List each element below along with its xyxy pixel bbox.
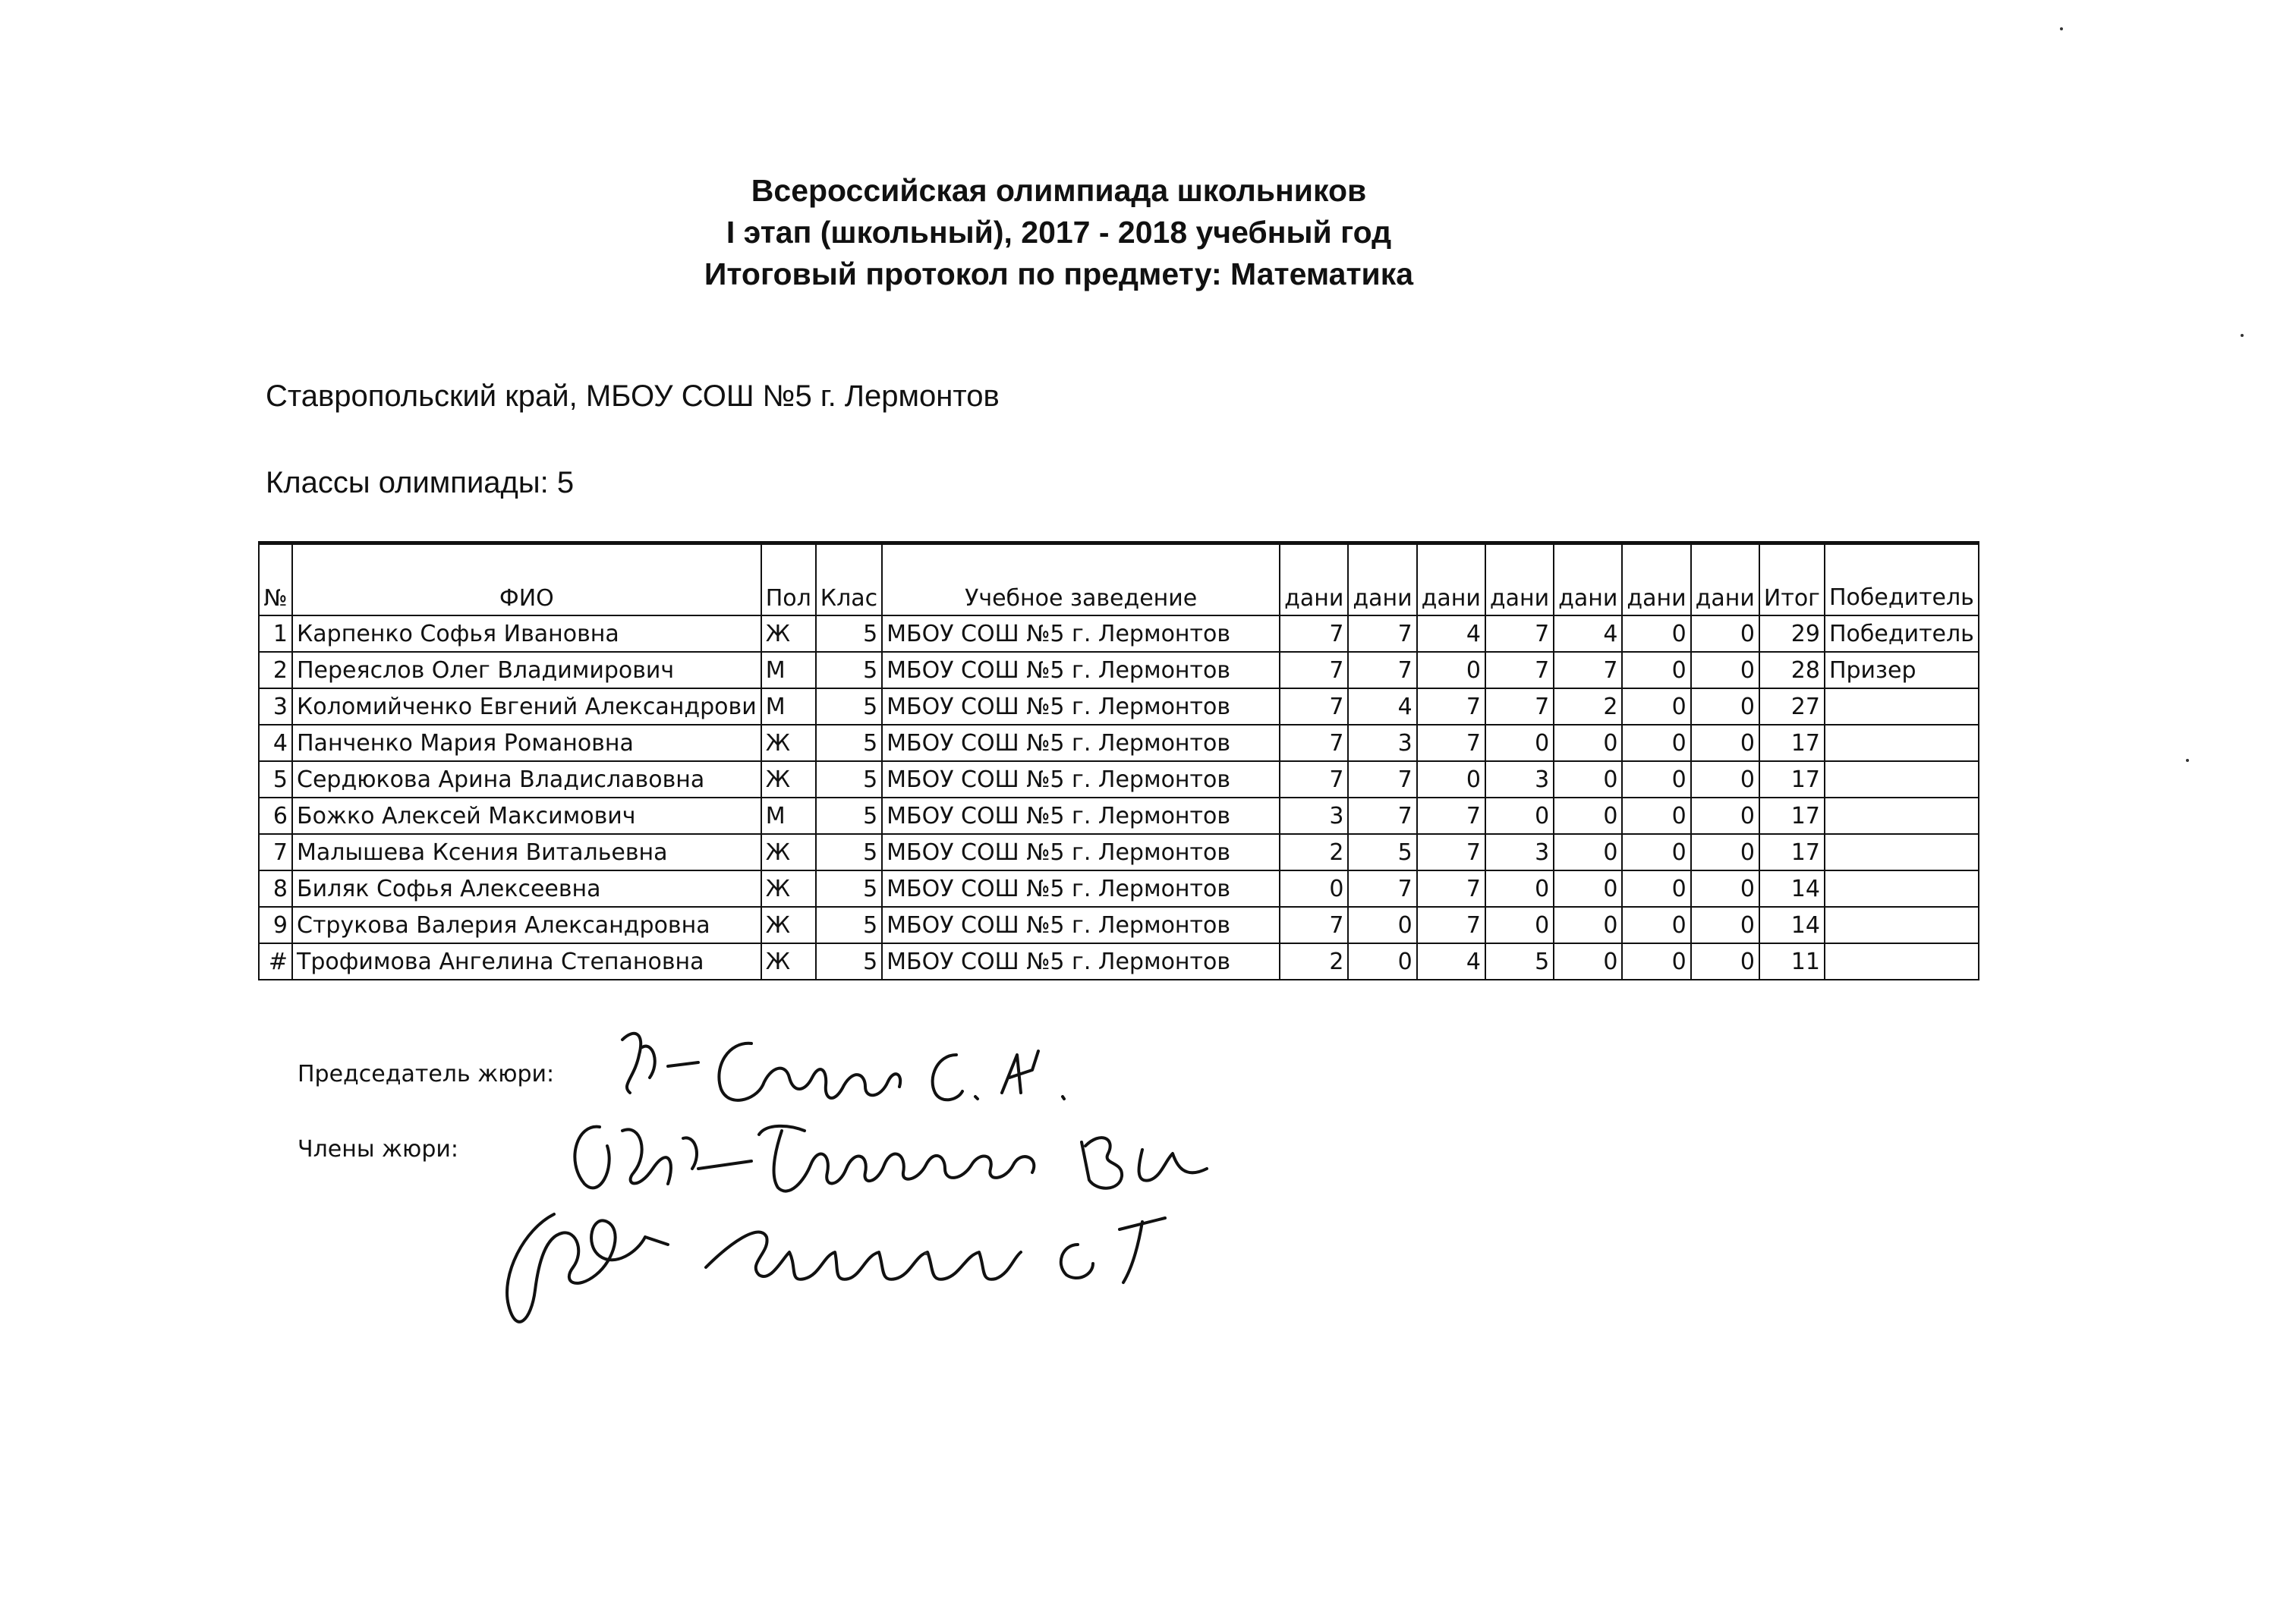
cell-task-7: 0 — [1691, 870, 1759, 907]
cell-total: 27 — [1759, 688, 1825, 725]
cell-task-1: 7 — [1280, 907, 1348, 943]
col-header-task-7: дани — [1691, 543, 1759, 616]
cell-task-2: 7 — [1348, 761, 1416, 798]
cell-task-2: 0 — [1348, 943, 1416, 980]
cell-task-1: 7 — [1280, 761, 1348, 798]
cell-task-1: 7 — [1280, 652, 1348, 688]
cell-task-1: 7 — [1280, 725, 1348, 761]
cell-award — [1825, 907, 1979, 943]
members-label: Члены жюри: — [298, 1136, 458, 1163]
cell-task-5: 0 — [1554, 834, 1622, 870]
cell-task-6: 0 — [1622, 761, 1690, 798]
cell-number: 3 — [259, 688, 292, 725]
table-row — [259, 761, 1979, 798]
cell-class: 5 — [816, 907, 882, 943]
title-line-2: I этап (школьный), 2017 - 2018 учебный год — [726, 215, 1392, 250]
cell-task-6: 0 — [1622, 725, 1690, 761]
cell-award — [1825, 761, 1979, 798]
cell-task-6: 0 — [1622, 834, 1690, 870]
scan-speck — [924, 1252, 927, 1255]
cell-fio: Трофимова Ангелина Степановна — [292, 943, 761, 980]
cell-task-3: 7 — [1417, 688, 1485, 725]
cell-class: 5 — [816, 615, 882, 652]
table-row — [259, 615, 1979, 652]
cell-school: МБОУ СОШ №5 г. Лермонтов — [882, 870, 1280, 907]
cell-fio: Сердюкова Арина Владиславовна — [292, 761, 761, 798]
cell-sex: Ж — [761, 761, 816, 798]
cell-task-4: 0 — [1485, 907, 1554, 943]
cell-sex: Ж — [761, 725, 816, 761]
cell-class: 5 — [816, 870, 882, 907]
chair-label: Председатель жюри: — [298, 1061, 555, 1087]
title-line-3: Итоговый протокол по предмету: Математика — [704, 257, 1414, 291]
cell-class: 5 — [816, 652, 882, 688]
table-row — [259, 907, 1979, 943]
scan-speck — [2186, 759, 2189, 762]
cell-task-2: 0 — [1348, 907, 1416, 943]
cell-task-5: 0 — [1554, 870, 1622, 907]
cell-task-5: 0 — [1554, 798, 1622, 834]
cell-task-3: 7 — [1417, 725, 1485, 761]
cell-class: 5 — [816, 761, 882, 798]
cell-award — [1825, 798, 1979, 834]
col-header-task-5: дани — [1554, 543, 1622, 616]
cell-fio: Коломийченко Евгений Александрови — [292, 688, 761, 725]
table-header-row — [259, 543, 1979, 616]
cell-task-3: 4 — [1417, 943, 1485, 980]
cell-task-4: 0 — [1485, 870, 1554, 907]
cell-task-2: 3 — [1348, 725, 1416, 761]
cell-task-4: 3 — [1485, 834, 1554, 870]
cell-task-1: 7 — [1280, 688, 1348, 725]
cell-sex: М — [761, 798, 816, 834]
cell-sex: Ж — [761, 615, 816, 652]
cell-award — [1825, 688, 1979, 725]
cell-class: 5 — [816, 725, 882, 761]
cell-sex: Ж — [761, 834, 816, 870]
cell-task-2: 7 — [1348, 798, 1416, 834]
cell-number: 6 — [259, 798, 292, 834]
cell-number: # — [259, 943, 292, 980]
table-row — [259, 834, 1979, 870]
cell-task-5: 0 — [1554, 725, 1622, 761]
cell-award — [1825, 834, 1979, 870]
cell-class: 5 — [816, 688, 882, 725]
cell-class: 5 — [816, 798, 882, 834]
cell-number: 7 — [259, 834, 292, 870]
cell-sex: Ж — [761, 943, 816, 980]
col-header-award: Победитель — [1825, 543, 1979, 616]
cell-task-1: 2 — [1280, 943, 1348, 980]
cell-task-2: 4 — [1348, 688, 1416, 725]
cell-fio: Малышева Ксения Витальевна — [292, 834, 761, 870]
cell-task-2: 7 — [1348, 870, 1416, 907]
cell-award — [1825, 870, 1979, 907]
cell-task-3: 7 — [1417, 834, 1485, 870]
cell-task-4: 0 — [1485, 798, 1554, 834]
scan-speck — [2241, 334, 2244, 337]
cell-total: 17 — [1759, 761, 1825, 798]
cell-task-6: 0 — [1622, 870, 1690, 907]
col-header-fio: ФИО — [292, 543, 761, 616]
cell-task-3: 7 — [1417, 798, 1485, 834]
cell-task-6: 0 — [1622, 907, 1690, 943]
cell-task-6: 0 — [1622, 688, 1690, 725]
cell-school: МБОУ СОШ №5 г. Лермонтов — [882, 615, 1280, 652]
cell-number: 9 — [259, 907, 292, 943]
cell-task-4: 3 — [1485, 761, 1554, 798]
col-header-task-3: дани — [1417, 543, 1485, 616]
cell-task-7: 0 — [1691, 798, 1759, 834]
cell-task-7: 0 — [1691, 761, 1759, 798]
cell-school: МБОУ СОШ №5 г. Лермонтов — [882, 907, 1280, 943]
member2-signature — [507, 1214, 1165, 1322]
classes-line: Классы олимпиады: 5 — [266, 466, 575, 499]
cell-task-3: 0 — [1417, 761, 1485, 798]
cell-fio: Переяслов Олег Владимирович — [292, 652, 761, 688]
cell-task-2: 7 — [1348, 615, 1416, 652]
cell-award: Победитель — [1825, 615, 1979, 652]
cell-task-7: 0 — [1691, 688, 1759, 725]
cell-number: 5 — [259, 761, 292, 798]
cell-school: МБОУ СОШ №5 г. Лермонтов — [882, 943, 1280, 980]
cell-fio: Струкова Валерия Александровна — [292, 907, 761, 943]
cell-class: 5 — [816, 943, 882, 980]
cell-task-5: 0 — [1554, 907, 1622, 943]
cell-number: 8 — [259, 870, 292, 907]
cell-task-7: 0 — [1691, 907, 1759, 943]
cell-task-1: 3 — [1280, 798, 1348, 834]
col-header-number: № — [259, 543, 292, 616]
table-row — [259, 870, 1979, 907]
cell-task-4: 7 — [1485, 615, 1554, 652]
cell-total: 11 — [1759, 943, 1825, 980]
member1-signature — [575, 1126, 1207, 1191]
cell-total: 29 — [1759, 615, 1825, 652]
cell-task-5: 0 — [1554, 761, 1622, 798]
cell-total: 14 — [1759, 907, 1825, 943]
table-row — [259, 652, 1979, 688]
cell-fio: Карпенко Софья Ивановна — [292, 615, 761, 652]
col-header-school: Учебное заведение — [882, 543, 1280, 616]
cell-number: 2 — [259, 652, 292, 688]
cell-sex: М — [761, 688, 816, 725]
chair-signature — [622, 1034, 1064, 1100]
cell-sex: Ж — [761, 907, 816, 943]
cell-task-3: 7 — [1417, 907, 1485, 943]
cell-total: 17 — [1759, 798, 1825, 834]
cell-task-1: 2 — [1280, 834, 1348, 870]
region-line: Ставропольский край, МБОУ СОШ №5 г. Лермонтов — [266, 379, 1000, 413]
table-row — [259, 725, 1979, 761]
col-header-task-2: дани — [1348, 543, 1416, 616]
cell-task-6: 0 — [1622, 652, 1690, 688]
cell-task-4: 7 — [1485, 688, 1554, 725]
cell-task-5: 0 — [1554, 943, 1622, 980]
cell-school: МБОУ СОШ №5 г. Лермонтов — [882, 834, 1280, 870]
cell-task-7: 0 — [1691, 652, 1759, 688]
cell-sex: Ж — [761, 870, 816, 907]
cell-task-3: 0 — [1417, 652, 1485, 688]
results-table — [258, 541, 1979, 980]
cell-school: МБОУ СОШ №5 г. Лермонтов — [882, 761, 1280, 798]
cell-task-5: 7 — [1554, 652, 1622, 688]
cell-total: 17 — [1759, 725, 1825, 761]
cell-fio: Биляк Софья Алексеевна — [292, 870, 761, 907]
cell-school: МБОУ СОШ №5 г. Лермонтов — [882, 652, 1280, 688]
cell-school: МБОУ СОШ №5 г. Лермонтов — [882, 688, 1280, 725]
cell-fio: Панченко Мария Романовна — [292, 725, 761, 761]
cell-total: 28 — [1759, 652, 1825, 688]
col-header-task-4: дани — [1485, 543, 1554, 616]
cell-task-2: 7 — [1348, 652, 1416, 688]
col-header-sex: Пол — [761, 543, 816, 616]
cell-task-1: 7 — [1280, 615, 1348, 652]
cell-task-3: 4 — [1417, 615, 1485, 652]
cell-task-4: 7 — [1485, 652, 1554, 688]
cell-task-3: 7 — [1417, 870, 1485, 907]
cell-task-6: 0 — [1622, 615, 1690, 652]
cell-task-7: 0 — [1691, 834, 1759, 870]
col-header-task-6: дани — [1622, 543, 1690, 616]
cell-award — [1825, 725, 1979, 761]
table-row — [259, 688, 1979, 725]
cell-task-5: 2 — [1554, 688, 1622, 725]
col-header-task-1: дани — [1280, 543, 1348, 616]
title-line-1: Всероссийская олимпиада школьников — [751, 173, 1367, 208]
cell-total: 14 — [1759, 870, 1825, 907]
cell-fio: Божко Алексей Максимович — [292, 798, 761, 834]
cell-task-7: 0 — [1691, 725, 1759, 761]
cell-class: 5 — [816, 834, 882, 870]
cell-number: 4 — [259, 725, 292, 761]
cell-task-5: 4 — [1554, 615, 1622, 652]
cell-award — [1825, 943, 1979, 980]
cell-task-6: 0 — [1622, 943, 1690, 980]
col-header-total: Итог — [1759, 543, 1825, 616]
cell-task-7: 0 — [1691, 615, 1759, 652]
cell-total: 17 — [1759, 834, 1825, 870]
cell-award: Призер — [1825, 652, 1979, 688]
cell-task-6: 0 — [1622, 798, 1690, 834]
table-row — [259, 798, 1979, 834]
cell-task-1: 0 — [1280, 870, 1348, 907]
cell-number: 1 — [259, 615, 292, 652]
cell-task-4: 0 — [1485, 725, 1554, 761]
table-row — [259, 943, 1979, 980]
cell-sex: М — [761, 652, 816, 688]
scan-speck — [2060, 27, 2063, 30]
cell-task-2: 5 — [1348, 834, 1416, 870]
cell-task-4: 5 — [1485, 943, 1554, 980]
cell-school: МБОУ СОШ №5 г. Лермонтов — [882, 798, 1280, 834]
cell-task-7: 0 — [1691, 943, 1759, 980]
col-header-class: Клас — [816, 543, 882, 616]
cell-school: МБОУ СОШ №5 г. Лермонтов — [882, 725, 1280, 761]
